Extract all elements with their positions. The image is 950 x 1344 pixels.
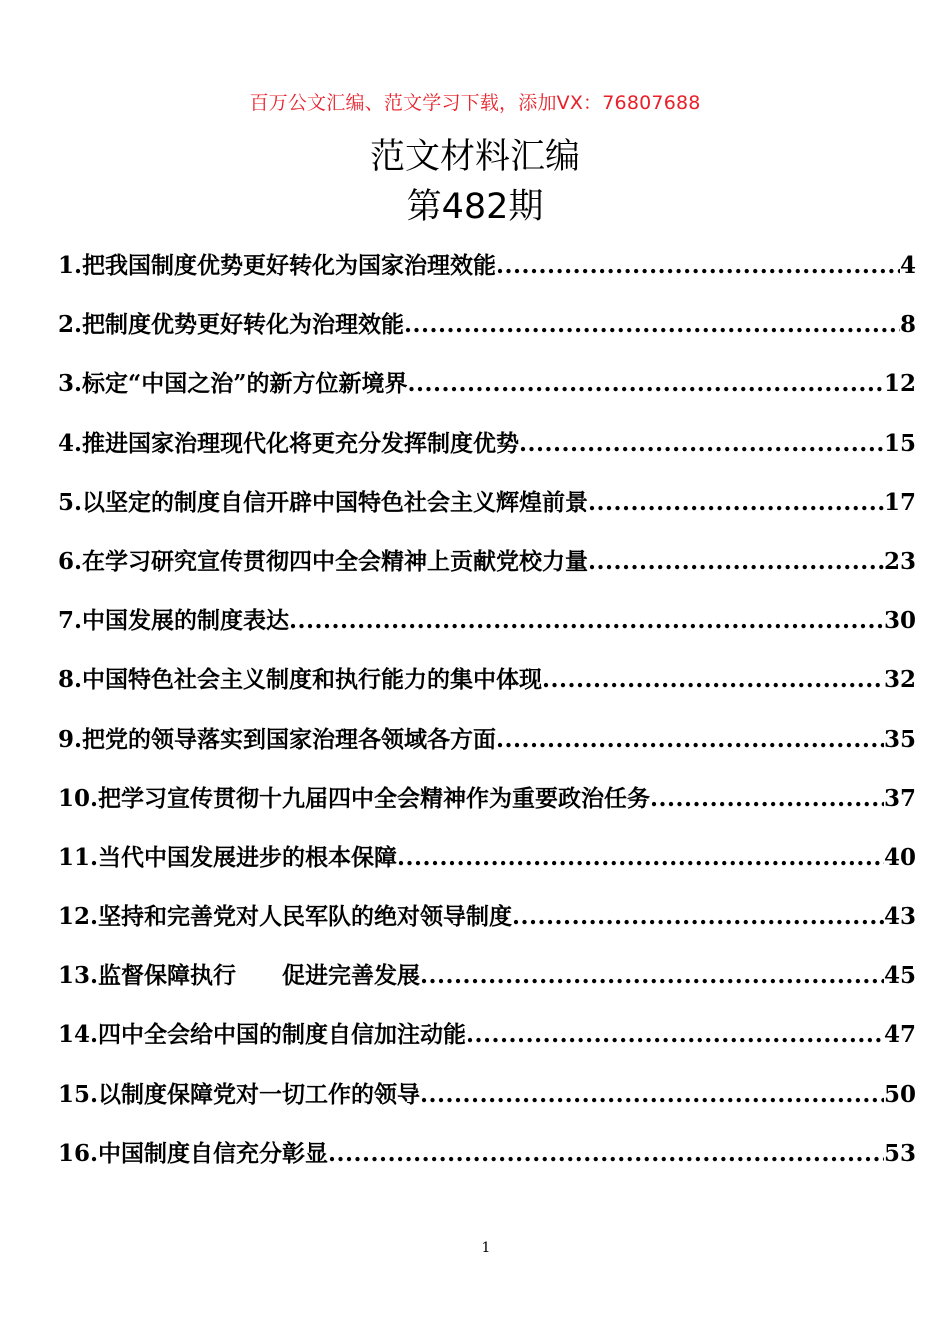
- table-of-contents: [58, 247, 916, 1194]
- toc-leader-dots: [397, 844, 884, 871]
- document-title: 范文材料汇编: [369, 137, 580, 177]
- toc-entry[interactable]: [58, 543, 916, 602]
- toc-leader-dots: [420, 1081, 884, 1108]
- toc-entry[interactable]: [58, 898, 916, 957]
- toc-entry-page: 4: [899, 252, 916, 279]
- toc-leader-dots: [496, 252, 900, 279]
- toc-entry-page: 23: [883, 547, 916, 575]
- toc-entry-title: 14.四中全会给中国的制度自信加注动能: [58, 1021, 467, 1049]
- toc-entry[interactable]: [58, 484, 916, 543]
- toc-entry-page: 37: [883, 784, 916, 812]
- toc-leader-dots: [404, 311, 900, 338]
- toc-entry-title: 5.以坚定的制度自信开辟中国特色社会主义辉煌前景: [58, 488, 589, 516]
- toc-leader-dots: [496, 726, 884, 753]
- toc-entry[interactable]: [58, 306, 916, 365]
- toc-entry-title: 15.以制度保障党对一切工作的领导: [58, 1080, 421, 1108]
- toc-entry-title: 7.中国发展的制度表达: [58, 607, 290, 635]
- toc-leader-dots: [407, 370, 884, 397]
- toc-entry-title: 13.监督保障执行 促进完善发展: [58, 962, 421, 990]
- toc-leader-dots: [650, 785, 884, 812]
- toc-leader-dots: [289, 607, 884, 634]
- toc-entry[interactable]: [58, 780, 916, 839]
- toc-entry-title: 16.中国制度自信充分彰显: [58, 1139, 329, 1167]
- toc-entry[interactable]: [58, 1135, 916, 1194]
- issue-number: 第482期: [406, 187, 544, 227]
- toc-entry-title: 2.把制度优势更好转化为治理效能: [58, 311, 405, 339]
- toc-entry-page: 15: [883, 429, 916, 457]
- toc-entry[interactable]: [58, 957, 916, 1016]
- toc-entry-page: 32: [883, 666, 916, 694]
- toc-entry[interactable]: [58, 425, 916, 484]
- toc-entry[interactable]: [58, 602, 916, 661]
- toc-leader-dots: [328, 1140, 884, 1167]
- toc-entry-title: 3.标定“中国之治”的新方位新境界: [58, 370, 408, 398]
- toc-entry-page: 47: [883, 1021, 916, 1049]
- toc-entry-page: 40: [883, 843, 916, 871]
- toc-entry[interactable]: [58, 721, 916, 780]
- toc-entry-title: 9.把党的领导落实到国家治理各领域各方面: [58, 725, 497, 753]
- page-number: 1: [481, 1240, 491, 1256]
- toc-entry-page: 30: [883, 607, 916, 635]
- watermark-banner: 百万公文汇编、范文学习下载，添加VX：76807688: [249, 92, 701, 114]
- toc-leader-dots: [466, 1021, 884, 1048]
- toc-entry-page: 43: [883, 903, 916, 931]
- toc-entry[interactable]: [58, 365, 916, 424]
- toc-entry-page: 17: [883, 488, 916, 516]
- toc-leader-dots: [519, 430, 884, 457]
- toc-entry-page: 8: [899, 311, 916, 339]
- toc-entry-title: 6.在学习研究宣传贯彻四中全会精神上贡献党校力量: [58, 547, 589, 575]
- toc-leader-dots: [588, 548, 884, 575]
- toc-entry-page: 12: [883, 370, 916, 398]
- toc-leader-dots: [420, 962, 884, 989]
- toc-entry[interactable]: [58, 247, 916, 306]
- toc-entry-title: 12.坚持和完善党对人民军队的绝对领导制度: [58, 903, 513, 931]
- toc-entry-title: 8.中国特色社会主义制度和执行能力的集中体现: [58, 666, 543, 694]
- toc-entry-page: 45: [883, 962, 916, 990]
- toc-leader-dots: [588, 489, 884, 516]
- toc-entry-page: 35: [883, 725, 916, 753]
- toc-entry-title: 1.把我国制度优势更好转化为国家治理效能: [58, 252, 497, 279]
- toc-entry-page: 53: [883, 1139, 916, 1167]
- toc-entry-title: 11.当代中国发展进步的根本保障: [58, 843, 398, 871]
- toc-entry[interactable]: [58, 1076, 916, 1135]
- toc-entry[interactable]: [58, 1016, 916, 1075]
- toc-entry-page: 50: [883, 1080, 916, 1108]
- toc-entry-title: 4.推进国家治理现代化将更充分发挥制度优势: [58, 429, 520, 457]
- toc-leader-dots: [512, 903, 884, 930]
- toc-entry[interactable]: [58, 661, 916, 720]
- toc-entry[interactable]: [58, 839, 916, 898]
- toc-leader-dots: [542, 666, 884, 693]
- toc-entry-title: 10.把学习宣传贯彻十九届四中全会精神作为重要政治任务: [58, 784, 651, 812]
